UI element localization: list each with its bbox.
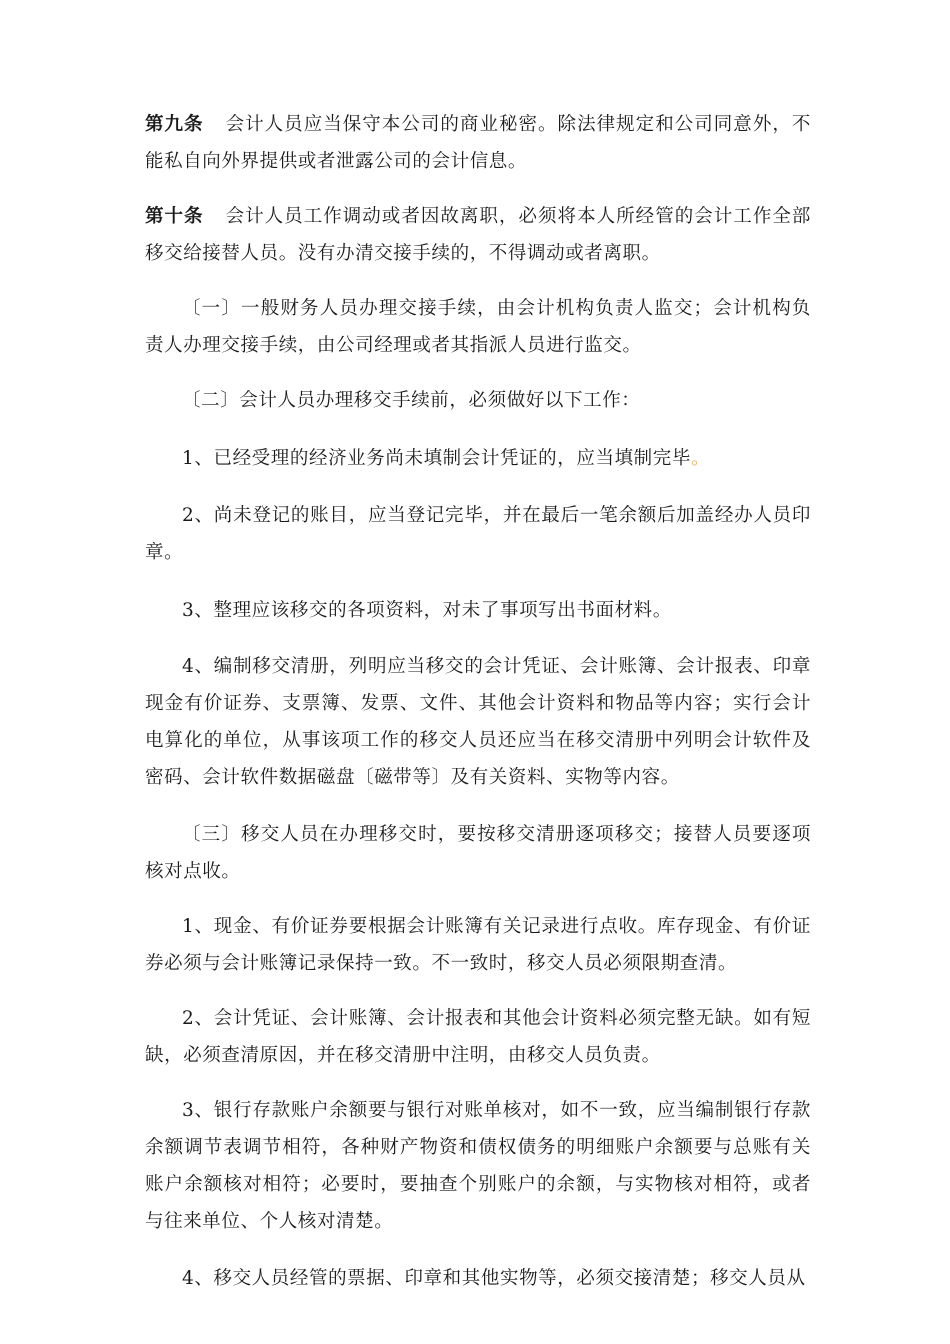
clause-text: 〔三〕移交人员在办理移交时，要按移交清册逐项移交；接替人员要逐项核对点收。 [145,824,811,882]
item-text: 1、已经受理的经济业务尚未填制会计凭证的，应当填制完毕 [182,448,691,469]
item-text: 2、尚未登记的账目，应当登记完毕，并在最后一笔余额后加盖经办人员印章。 [145,505,811,563]
item-3-3 [145,1092,811,1240]
clause-2 [145,382,811,419]
item-2-4 [145,648,811,796]
item-2-3 [145,592,811,629]
item-3-1 [145,908,811,982]
item-2-2 [145,497,811,571]
item-text: 3、整理应该移交的各项资料，对未了事项写出书面材料。 [182,600,672,621]
article-label: 第十条 [145,206,204,227]
item-text: 4、编制移交清册，列明应当移交的会计凭证、会计账簿、会计报表、印章现金有价证券、支票簿、发票、文件、其他会计资料和物品等内容；实行会计电算化的单位，从事该项工作的移交人员还应当在移交清册中列明会计软件及密码、会计软件数据磁盘〔磁带等〕及有关资料、实物等内容。 [145,656,811,788]
article-text: 会计人员应当保守本公司的商业秘密。除法律规定和公司同意外，不能私自向外界提供或者泄露公司的会计信息。 [145,114,811,172]
item-text: 4、移交人员经管的票据、印章和其他实物等，必须交接清楚；移交人员从 [182,1268,806,1289]
clause-3 [145,816,811,890]
item-3-4 [145,1260,811,1297]
article-label: 第九条 [145,114,204,135]
clause-text: 〔一〕一般财务人员办理交接手续，由会计机构负责人监交；会计机构负责人办理交接手续，由公司经理或者其指派人员进行监交。 [145,298,811,356]
item-text: 3、银行存款账户余额要与银行对账单核对，如不一致，应当编制银行存款余额调节表调节相符，各种财产物资和债权债务的明细账户余额要与总账有关账户余额核对相符；必要时，要抽查个别账户的余额，与实物核对相符，或者与往来单位、个人核对清楚。 [145,1100,811,1232]
clause-1 [145,290,811,364]
article-10 [145,198,811,272]
item-3-2 [145,1000,811,1074]
article-text: 会计人员工作调动或者因故离职，必须将本人所经管的会计工作全部移交给接替人员。没有办清交接手续的，不得调动或者离职。 [145,206,811,264]
highlight-mark: 。 [690,448,711,469]
article-9 [145,106,811,180]
item-text: 2、会计凭证、会计账簿、会计报表和其他会计资料必须完整无缺。如有短缺，必须查清原因，并在移交清册中注明，由移交人员负责。 [145,1008,811,1066]
item-text: 1、现金、有价证券要根据会计账簿有关记录进行点收。库存现金、有价证券必须与会计账簿记录保持一致。不一致时，移交人员必须限期查清。 [145,916,811,974]
clause-text: 〔二〕会计人员办理移交手续前，必须做好以下工作： [182,390,641,411]
item-2-1 [145,440,811,477]
